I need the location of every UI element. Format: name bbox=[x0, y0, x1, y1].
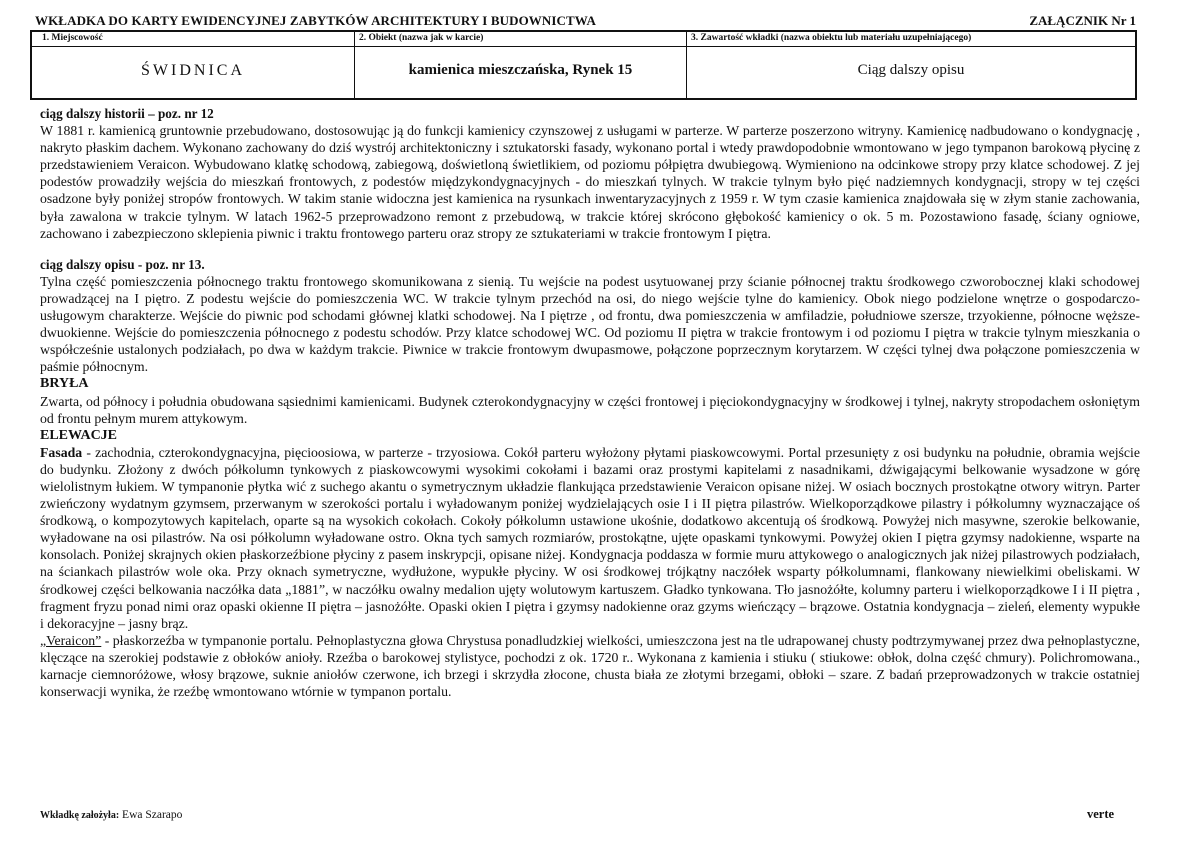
document-body bbox=[40, 105, 1140, 700]
field-contents-label: 3. Zawartość wkładki (nazwa obiektu lub materiału uzupełniającego) bbox=[687, 32, 1135, 47]
veraicon-paragraph bbox=[40, 632, 1140, 700]
footer-author bbox=[40, 809, 182, 821]
history-paragraph: W 1881 r. kamienicą gruntownie przebudowano, dostosowując ją do funkcji kamienicy czynszowej z usługami w parterze. W parterze poszerzono witryny. Kamienicę nadbudowano o kondygnację , nakryto płaskim dachem. Wykonano zachowany do dziś wystrój architektoniczny i sztukatorski fasady, wykonano portal i wtedy prawdopodobnie wmontowano w jego tympanon barokową płycinę z przedstawieniem Veraicon. Wybudowano klatkę schodową, zabiegową, doświetloną świetlikiem, od poziomu półpiętra dwubiegową. Wymieniono na odcinkowe stropy przy klatce schodowej. Z jej podestów prowadziły wejścia do mieszkań frontowych, z podestów międzykondygnacyjnych - do mieszkań tylnych. W trakcie tylnym było pięć nadziemnych kondygnacji, stropy w tej części osadzone były poniżej stropów frontowych. W takim stanie widoczna jest kamienica na rysunkach inwentaryzacyjnych z 1959 r. W tym czasie kamienica znajdowała się w złym stanie zachowania, była zawalona w trakcie tylnym. W latach 1962-5 przeprowadzono remont z przebudową, w trakcie której skrócono głębokość kamienicy o ok. 5 m. Pozostawiono fasadę, ściany ogniowe, zachowano i zabezpieczono sklepienia piwnic i traktu frontowego parteru oraz stropy ze sztukateriami w trakcie frontowym I piętra. bbox=[40, 123, 1140, 241]
field-locality-value: ŚWIDNICA bbox=[141, 62, 245, 79]
field-contents-value: Ciąg dalszy opisu bbox=[857, 62, 965, 78]
footer-author-name: Ewa Szarapo bbox=[122, 809, 183, 821]
fasada-paragraph bbox=[40, 444, 1140, 632]
document-title: WKŁADKA DO KARTY EWIDENCYJNEJ ZABYTKÓW ARCHITEKTURY I BUDOWNICTWA bbox=[35, 13, 596, 28]
bryla-heading: BRYŁA bbox=[40, 376, 89, 392]
field-object bbox=[355, 32, 687, 98]
veraicon-label: „Veraicon” bbox=[40, 632, 102, 648]
description-heading: ciąg dalszy opisu - poz. nr 13. bbox=[40, 256, 205, 272]
elewacje-heading: ELEWACJE bbox=[40, 427, 118, 443]
fasada-text: - zachodnia, czterokondygnacyjna, pięcioosiowa, w parterze - trzyosiowa. Cokół parteru wyłożony płytami piaskowcowymi. Portal przesunięty z osi budynku na południe, obramia wejście do budynku. Złożony z dwóch półkolumn tynkowych z piaskowcowymi wysokimi cokołami i bazami oraz prostymi kapitelami z nasadnikami, dźwigającymi belkowanie wysadzone w górę wielolistnym łukiem. W tympanonie płytka wić z suchego akantu o symetrycznym układzie flankująca przedstawienie Veraicon opisane niżej. W osiach bocznych prostokątne otwory witryn. Parter zwieńczony wydatnym gzymsem, przerwanym w szerokości portalu i wyładowanym poniżej wydzielających osie I i II piętra pilastrów. Wielkoporządkowe pilastry i półkolumny wyznaczające oś środkową, o kompozytowych kapitelach, oparte są na wysokich cokołach. Cokoły półkolumn ustawione ukośnie, dodatkowo akcentują oś środkową. Powyżej nich masywne, szerokie belkowanie, wyładowane na osi pilastrów. Na osi półkolumn wyładowane ostro. Okna tych samych rozmiarów, prostokątne, ujęte opaskami tynkowymi. Powyżej okien I piętra gzymsy nadokienne, wsparte na konsolach. Poniżej skrajnych okien płaskorzeźbione płyciny z pasem inskrypcji, opisane niżej. Kondygnacja poddasza w formie muru attykowego o analogicznych jak niżej pilastrowych podziałach, na ściankach pilastrów wole oka. Przy oknach symetryczne, wydłużone, wypukłe płyciny. W osi środkowej trójkątny naczółek wsparty półkolumnami, flankowany niewielkimi obeliskami. W środkowej części belkowania naczółka data „1881”, w naczółku owalny medalion ujęty wolutowym kartuszem. Gładko tynkowana. Tło jasnożółte, kolumny parteru i wielkoporządkowe I i II piętra , fragment fryzu ponad nimi oraz opaski okienne II piętra – jasnożółte. Opaski okien I piętra i gzymsy nadokienne oraz gzyms wieńczący – brązowe. Ostatnia kondygnacja – zieleń, elementy wypukłe i dekoracyjne – jasny brąz. bbox=[40, 444, 1140, 631]
section-gap bbox=[40, 242, 1140, 256]
description-paragraph: Tylna część pomieszczenia północnego traktu frontowego skomunikowana z sienią. Tu wejście na podest usytuowanej przy ścianie północnej traktu środkowego czworobocznej klaki schodowej prowadzącej na I piętro. Z podestu wejście do pomieszczenia WC. W trakcie tylnym przechód na osi, do niego wejście tylne do kamienicy. Obok niego podzielone wnętrze o gospodarczo- usługowym charakterze. Wejście do piwnic pod schodami głównej klatki schodowej. Na I piętrze , od frontu, dwa pomieszczenia w amfiladzie, południowe szersze, trzyokienne, północne węższe- dwuokienne. Wejście do pomieszczenia północnego z podestu schodów. Przy klatce schodowej WC. Od poziomu II piętra w trakcie frontowym i od poziomu I piętra w trakcie tylnym mieszkania o współcześnie ustalonych podziałach, po dwa w każdym trakcie. Piwnice w trakcie frontowym dwupasmowe, połączone poprzecznym korytarzem. W części tylnej dwa połączone pomieszczenia w paśmie północnym. bbox=[40, 273, 1140, 375]
field-contents bbox=[687, 32, 1135, 98]
field-locality bbox=[32, 32, 355, 98]
footer-verte: verte bbox=[1087, 807, 1115, 821]
veraicon-text: - płaskorzeźba w tympanonie portalu. Pełnoplastyczna głowa Chrystusa ponadludzkiej wielkości, umieszczona jest na tle udrapowanej chusty podtrzymywanej przez dwa pełnoplastyczne, klęczące na szerokiej podstawie z obłoków anioły. Rzeźba o barokowej stylistyce, pochodzi z ok. 1720 r.. Wykonana z kamienia i stiuku ( stiukowe: obłok, dolna część chmury). Polichromowana., karnacje ciemnoróżowe, włosy brązowe, suknie aniołów czerwone, ich brzegi i skrzydła złocone, chusta biała ze złotymi brzegami, obłoki – szare. Z badań przeprowadzonych w trakcie ostatniej konserwacji wynika, że rzeźbę wmontowano wtórnie w tympanon portalu. bbox=[40, 632, 1140, 700]
history-heading: ciąg dalszy historii – poz. nr 12 bbox=[40, 106, 214, 121]
attachment-number: ZAŁĄCZNIK Nr 1 bbox=[1029, 13, 1136, 28]
field-object-value: kamienica mieszczańska, Rynek 15 bbox=[408, 62, 633, 78]
bryla-paragraph: Zwarta, od północy i południa obudowana sąsiednimi kamienicami. Budynek czterokondygnacyjny w części frontowej i pięciokondygnacyjny w środkowej i tylnej, nakryty stropodachem osłoniętym od frontu pełnym murem attykowym. bbox=[40, 393, 1140, 426]
field-object-label: 2. Obiekt (nazwa jak w karcie) bbox=[355, 32, 686, 47]
fasada-label: Fasada bbox=[40, 444, 83, 460]
header-fields-table bbox=[30, 30, 1137, 100]
field-locality-label: 1. Miejscowość bbox=[32, 32, 354, 47]
footer-author-label: Wkładkę założyła: bbox=[40, 810, 120, 821]
